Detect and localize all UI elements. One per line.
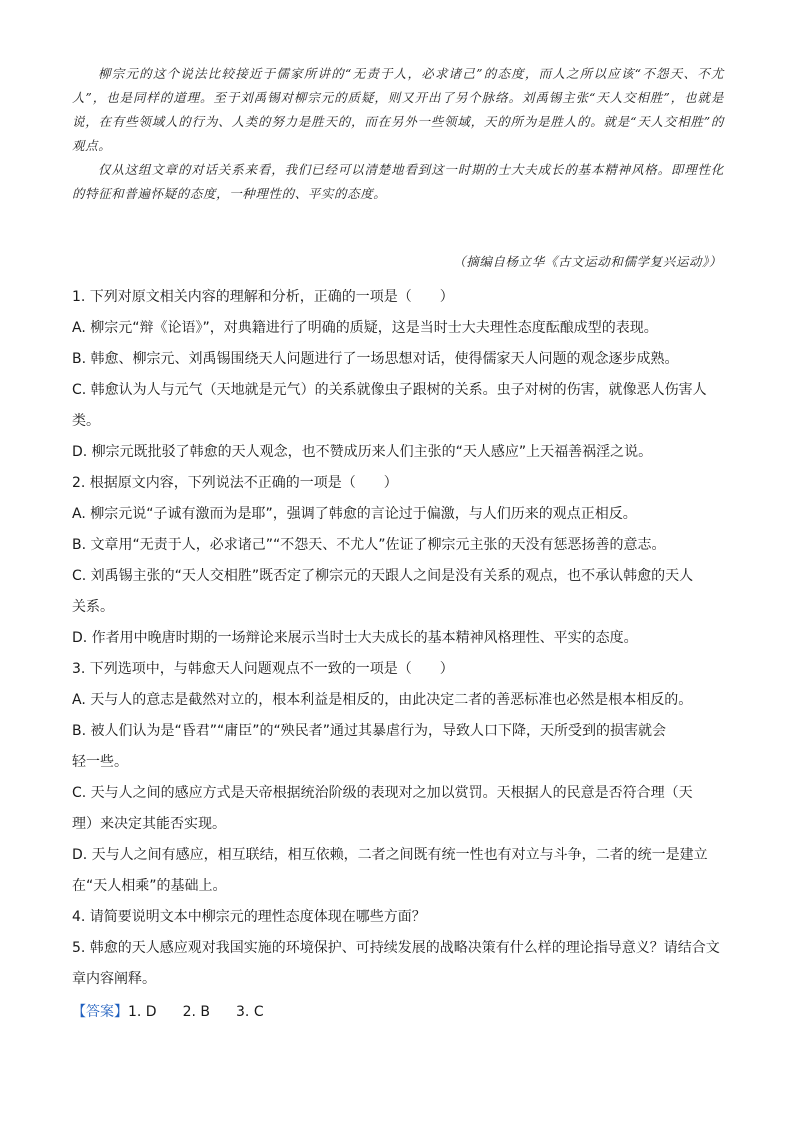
question-list bbox=[72, 282, 724, 995]
question-stem: 4. 请简要说明文本中柳宗元的理性态度体现在哪些方面？ bbox=[72, 909, 426, 925]
passage-excerpt bbox=[72, 62, 724, 206]
option-b: B. 被人们认为是“昏君”“庸臣”的“殃民者”通过其暴虐行为，导致人口下降，天所受到的损害就会 bbox=[72, 723, 667, 739]
passage-paragraph: 柳宗元的这个说法比较接近于儒家所讲的“无责于人，必求诸己”的态度，而人之所以应该“不怨天、不尤人”，也是同样的道理。至于刘禹锡对柳宗元的质疑，则又开出了另个脉络。刘禹锡主张“天人交相胜”，也就是说，在有些领域人的行为、人类的努力是胜天的，而在另外一些领域，天的所为是胜人的。就是“天人交相胜”的观点。 bbox=[72, 66, 724, 153]
question-stem: 1. 下列对原文相关内容的理解和分析，正确的一项是（ ） bbox=[72, 289, 454, 305]
option-c: C. 刘禹锡主张的“天人交相胜”既否定了柳宗元的天跟人之间是没有关系的观点，也不承认韩愈的天人 bbox=[72, 568, 694, 584]
option-b: B. 韩愈、柳宗元、刘禹锡围绕天人问题进行了一场思想对话，使得儒家天人问题的观念逐步成熟。 bbox=[72, 351, 679, 367]
option-c: C. 韩愈认为人与元气（天地就是元气）的关系就像虫子跟树的关系。虫子对树的伤害，就像恶人伤害人 bbox=[72, 382, 707, 398]
option-c-continued: 理）来决定其能否实现。 bbox=[72, 816, 226, 832]
option-a: A. 柳宗元说“子诚有激而为是耶”，强调了韩愈的言论过于偏激，与人们历来的观点正相反。 bbox=[72, 506, 637, 522]
question-stem-continued: 章内容阐释。 bbox=[72, 971, 156, 987]
option-c-continued: 关系。 bbox=[72, 599, 114, 615]
option-d-continued: 在“天人相乘”的基础上。 bbox=[72, 878, 227, 894]
answer-1: 1. D bbox=[128, 1004, 157, 1020]
question-stem: 3. 下列选项中，与韩愈天人问题观点不一致的一项是（ ） bbox=[72, 661, 454, 677]
answer-tag: 【答案】 bbox=[72, 1004, 128, 1020]
option-b: B. 文章用“无责于人，必求诸己”“不怨天、不尤人”佐证了柳宗元主张的天没有惩恶扬善的意志。 bbox=[72, 537, 666, 553]
option-c-continued: 类。 bbox=[72, 413, 100, 429]
passage-paragraph: 仅从这组文章的对话关系来看，我们已经可以清楚地看到这一时期的士大夫成长的基本精神风格。即理性化的特征和普遍怀疑的态度，一种理性的、平实的态度。 bbox=[72, 162, 724, 201]
option-a: A. 柳宗元“辩《论语》”，对典籍进行了明确的质疑，这是当时士大夫理性态度酝酿成型的表现。 bbox=[72, 320, 658, 336]
source-citation: （摘编自杨立华《古文运动和儒学复兴运动》） bbox=[453, 254, 722, 269]
answer-2: 2. B bbox=[182, 1004, 211, 1020]
answer-line bbox=[72, 998, 290, 1026]
question-stem: 2. 根据原文内容，下列说法不正确的一项是（ ） bbox=[72, 475, 398, 491]
option-d: D. 作者用中晚唐时期的一场辩论来展示当时士大夫成长的基本精神风格理性、平实的态度。 bbox=[72, 630, 638, 646]
answer-3: 3. C bbox=[236, 1004, 264, 1020]
option-b-continued: 轻一些。 bbox=[72, 754, 128, 770]
option-c: C. 天与人之间的感应方式是天帝根据统治阶级的表现对之加以赏罚。天根据人的民意是否符合理（天 bbox=[72, 785, 693, 801]
option-d: D. 天与人之间有感应，相互联结，相互依赖，二者之间既有统一性也有对立与斗争，二者的统一是建立 bbox=[72, 847, 708, 863]
question-stem: 5. 韩愈的天人感应观对我国实施的环境保护、可持续发展的战略决策有什么样的理论指导意义？请结合文 bbox=[72, 940, 720, 956]
option-d: D. 柳宗元既批驳了韩愈的天人观念，也不赞成历来人们主张的“天人感应”上天福善祸淫之说。 bbox=[72, 444, 653, 460]
option-a: A. 天与人的意志是截然对立的，根本利益是相反的，由此决定二者的善恶标准也必然是根本相反的。 bbox=[72, 692, 693, 708]
